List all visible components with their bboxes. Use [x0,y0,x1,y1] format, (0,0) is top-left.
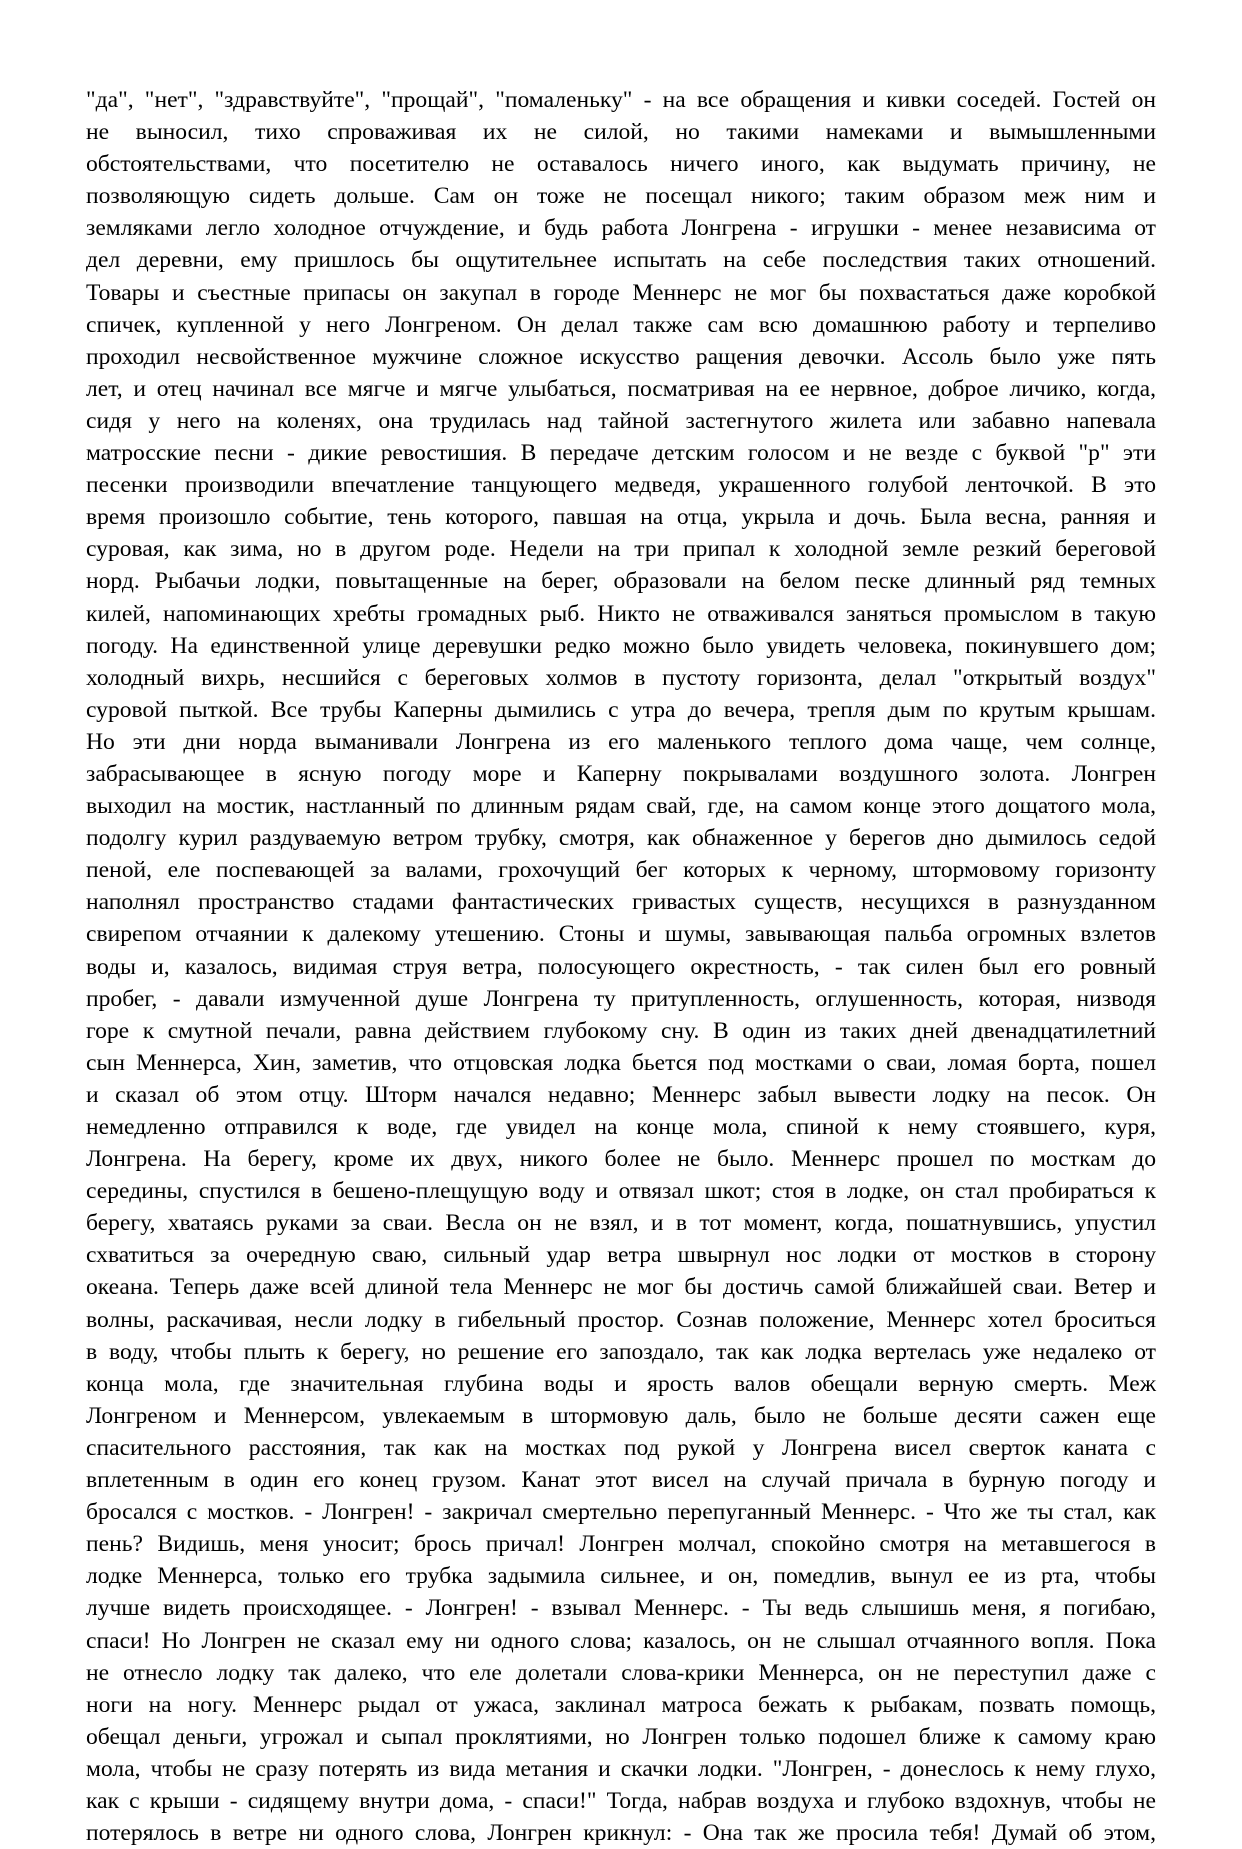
text-line: суровая, как зима, но в другом роде. Недели на три припал к холодной земле резкий береговой [86,536,1156,563]
text-line: подолгу курил раздуваемую ветром трубку, смотря, как обнаженное у берегов дно дымилось седой [86,825,1156,852]
text-line: в воду, чтобы плыть к берегу, но решение его запоздало, так как лодка вертелась уже недалеко от [86,1338,1156,1365]
text-line: матросские песни - дикие ревостишия. В передаче детским голосом и не везде с буквой "р" эти [86,440,1156,467]
text-line: время произошло событие, тень которого, павшая на отца, укрыла и дочь. Была весна, ранняя и [86,504,1156,531]
text-line: спасительного расстояния, так как на мостках под рукой у Лонгрена висел сверток каната с [86,1434,1156,1461]
text-line: сидя у него на коленях, она трудилась над тайной застегнутого жилета или забавно напевала [86,407,1156,434]
text-line: Лонгреном и Меннерсом, увлекаемым в штормовую даль, было не больше десяти сажен еще [86,1402,1156,1429]
text-line: позволяющую сидеть дольше. Сам он тоже не посещал никого; таким образом меж ним и [86,183,1156,210]
text-line: норд. Рыбачьи лодки, повытащенные на берег, образовали на белом песке длинный ряд темных [86,568,1156,595]
text-line: ноги на ногу. Меннерс рыдал от ужаса, заклинал матроса бежать к рыбакам, позвать помощь, [86,1691,1156,1718]
text-line: бросался с мостков. - Лонгрен! - закричал смертельно перепуганный Меннерс. - Что же ты стал, как [86,1499,1156,1526]
text-line: обещал деньги, угрожал и сыпал проклятиями, но Лонгрен только подошел ближе к самому краю [86,1723,1156,1750]
text-line: земляками легло холодное отчуждение, и будь работа Лонгрена - игрушки - менее независима от [86,215,1156,242]
text-line: немедленно отправился к воде, где увидел на конце мола, спиной к нему стоявшего, куря, [86,1114,1156,1140]
text-line: воды и, казалось, видимая струя ветра, полосующего окрестность, - так силен был его ровный [86,953,1156,980]
text-line: берегу, хватаясь руками за сваи. Весла он не взял, и в тот момент, когда, пошатнувшись, упустил [86,1210,1156,1237]
text-line: обстоятельствами, что посетителю не оставалось ничего иного, как выдумать причину, не [86,151,1156,178]
text-line: килей, напоминающих хребты громадных рыб. Никто не отваживался заняться промыслом в такую [86,600,1156,627]
text-line: спаси! Но Лонгрен не сказал ему ни одного слова; казалось, он не слышал отчаянного вопля. Пока [86,1627,1156,1654]
document-page [86,84,1156,1849]
text-line: наполнял пространство стадами фантастических гривастых существ, несущихся в разнузданном [86,889,1156,916]
text-line: Но эти дни норда выманивали Лонгрена из его маленького теплого дома чаще, чем солнце, [86,728,1156,755]
text-line: пень? Видишь, меня уносит; брось причал! Лонгрен молчал, спокойно смотря на метавшегося в [86,1531,1156,1558]
text-line: лет, и отец начинал все мягче и мягче улыбаться, посматривая на ее нервное, доброе личико, когда, [86,375,1156,402]
text-line: Товары и съестные припасы он закупал в городе Меннерс не мог бы похвастаться даже коробкой [86,279,1156,306]
text-line: не выносил, тихо спроваживая их не силой, но такими намеками и вымышленными [86,119,1156,146]
text-line: вплетенным в один его конец грузом. Канат этот висел на случай причала в бурную погоду и [86,1467,1156,1494]
text-line: песенки производили впечатление танцующего медведя, украшенного голубой ленточкой. В это [86,472,1156,499]
text-line: "да", "нет", "здравствуйте", "прощай", "помаленьку" - на все обращения и кивки соседей. Гостей он [86,87,1156,113]
text-line: не отнесло лодку так далеко, что еле долетали слова-крики Меннерса, он не переступил даже с [86,1659,1156,1686]
text-line: спичек, купленной у него Лонгреном. Он делал также сам всю домашнюю работу и терпеливо [86,311,1156,338]
text-line: проходил несвойственное мужчине сложное искусство ращения девочки. Ассоль было уже пять [86,343,1156,370]
text-line: мола, чтобы не сразу потерять из вида метания и скачки лодки. "Лонгрен, - донеслось к нему глухо, [86,1755,1156,1782]
text-line: лодке Меннерса, только его трубка задымила сильнее, и он, помедлив, вынул ее из рта, чтобы [86,1563,1156,1590]
text-line: пеной, еле поспевающей за валами, грохочущий бег которых к черному, штормовому горизонту [86,857,1156,884]
text-line: и сказал об этом отцу. Шторм начался недавно; Меннерс забыл вывести лодку на песок. Он [86,1081,1156,1108]
text-line: пробег, - давали измученной душе Лонгрена ту притупленность, оглушенность, которая, низводя [86,985,1156,1012]
text-line: погоду. На единственной улице деревушки редко можно было увидеть человека, покинувшего дом; [86,632,1156,659]
text-line: суровой пыткой. Все трубы Каперны дымились с утра до вечера, трепля дым по крутым крышам. [86,696,1156,723]
text-line: дел деревни, ему пришлось бы ощутительнее испытать на себе последствия таких отношений. [86,247,1156,274]
text-line: холодный вихрь, несшийся с береговых холмов в пустоту горизонта, делал "открытый воздух" [86,664,1156,691]
text-line: как с крыши - сидящему внутри дома, - спаси!" Тогда, набрав воздуха и глубоко вздохнув, чтобы не [86,1787,1156,1814]
text-line: конца мола, где значительная глубина воды и ярость валов обещали верную смерть. Меж [86,1370,1156,1397]
text-line: волны, раскачивая, несли лодку в гибельный простор. Сознав положение, Меннерс хотел броситься [86,1306,1156,1333]
text-line: выходил на мостик, настланный по длинным рядам свай, где, на самом конце этого дощатого мола, [86,793,1156,820]
text-line: Лонгрена. На берегу, кроме их двух, никого более не было. Меннерс прошел по мосткам до [86,1146,1156,1173]
text-line: схватиться за очередную сваю, сильный удар ветра швырнул нос лодки от мостков в сторону [86,1242,1156,1269]
text-line: горе к смутной печали, равна действием глубокому сну. В один из таких дней двенадцатилетний [86,1017,1156,1044]
text-line: свирепом отчаянии к далекому утешению. Стоны и шумы, завывающая пальба огромных взлетов [86,921,1156,948]
text-line: сын Меннерса, Хин, заметив, что отцовская лодка бьется под мостками о сваи, ломая борта, пошел [86,1049,1156,1076]
text-line: середины, спустился в бешено-плещущую воду и отвязал шкот; стоя в лодке, он стал пробираться к [86,1178,1156,1205]
text-line: потерялось в ветре ни одного слова, Лонгрен крикнул: - Она так же просила тебя! Думай об этом, [86,1820,1156,1847]
text-line: лучше видеть происходящее. - Лонгрен! - взывал Меннерс. - Ты ведь слышишь меня, я погибаю, [86,1595,1156,1622]
text-line: забрасывающее в ясную погоду море и Каперну покрывалами воздушного золота. Лонгрен [86,760,1156,787]
text-line: океана. Теперь даже всей длиной тела Меннерс не мог бы достичь самой ближайшей сваи. Ветер и [86,1274,1156,1301]
